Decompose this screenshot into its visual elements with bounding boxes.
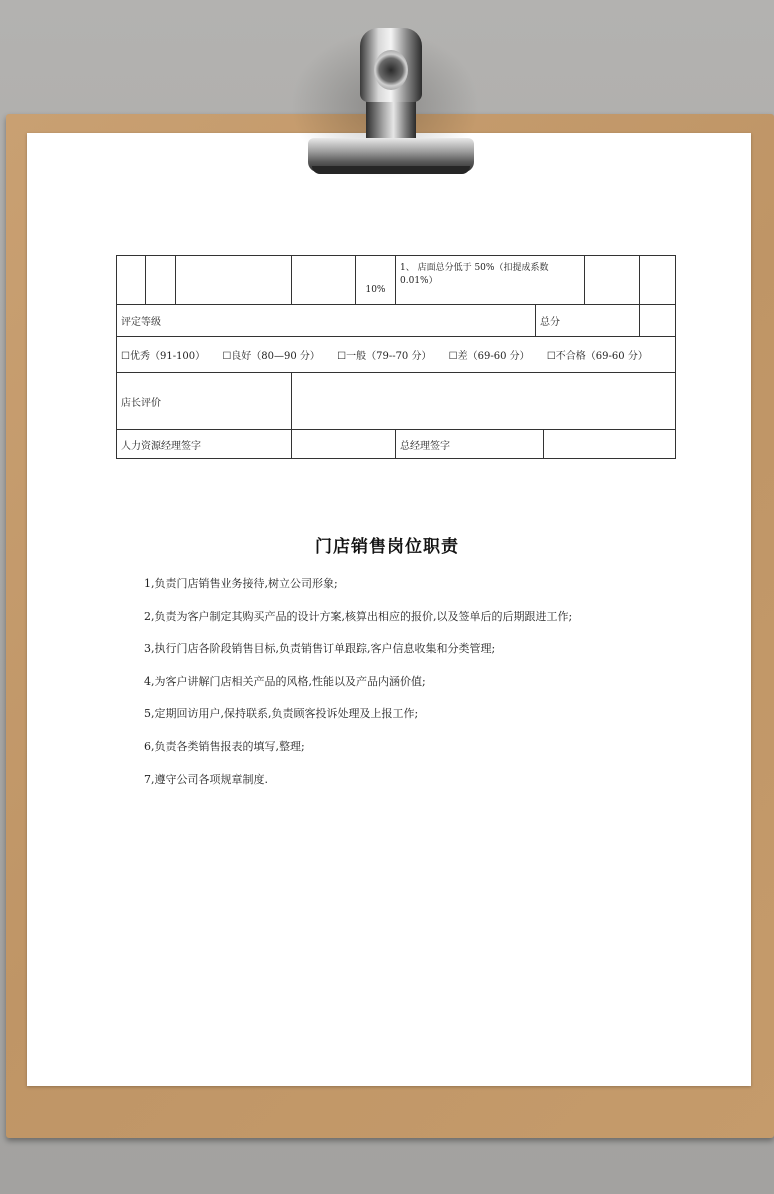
list-item: 4,为客户讲解门店相关产品的风格,性能以及产品内涵价值; [144,674,426,688]
rating-label: 评定等级 [117,305,536,337]
table-row [117,337,676,373]
option-good[interactable]: ☐良好（80—90 分） [222,351,320,362]
option-fail[interactable]: ☐不合格（69-60 分） [546,351,648,362]
table-cell [292,256,356,305]
deduction-note: 1、 店面总分低于 50%（扣提成系数 0.01%） [396,256,585,305]
manager-eval-field[interactable] [292,373,676,430]
table-row [117,430,676,459]
percent-cell: 10% [356,256,396,305]
list-item: 7,遵守公司各项规章制度. [144,772,268,786]
table-cell [585,256,640,305]
clip-plate-edge [312,166,470,174]
gm-sign-field[interactable] [544,430,676,459]
clip-hole [374,50,408,90]
hr-sign-label: 人力资源经理签字 [117,430,292,459]
table-cell [117,256,146,305]
list-item: 1,负责门店销售业务接待,树立公司形象; [144,577,338,590]
page-title: 门店销售岗位职责 [315,537,459,557]
total-value-cell [640,305,676,337]
list-item: 6,负责各类销售报表的填写,整理; [144,739,305,753]
gm-sign-label: 总经理签字 [396,430,544,459]
table-row [117,305,676,337]
rating-options [117,337,676,373]
option-poor[interactable]: ☐差（69-60 分） [448,351,530,362]
table-cell [146,256,176,305]
option-excellent[interactable]: ☐优秀（91-100） [121,351,206,362]
list-item: 3,执行门店各阶段销售目标,负责销售订单跟踪,客户信息收集和分类管理; [144,642,496,656]
list-item: 2,负责为客户制定其购买产品的设计方案,核算出相应的报价,以及签单后的后期跟进工作; [144,609,573,623]
list-item: 5,定期回访用户,保持联系,负责顾客投诉处理及上报工作; [144,707,419,721]
table-row [117,256,676,305]
table-row [117,373,676,430]
total-label: 总分 [536,305,640,337]
hr-sign-field[interactable] [292,430,396,459]
evaluation-table [116,255,676,459]
table-cell [640,256,676,305]
duties-list [144,576,704,804]
table-cell [176,256,292,305]
manager-eval-label: 店长评价 [117,373,292,430]
option-average[interactable]: ☐一般（79--70 分） [337,351,432,362]
